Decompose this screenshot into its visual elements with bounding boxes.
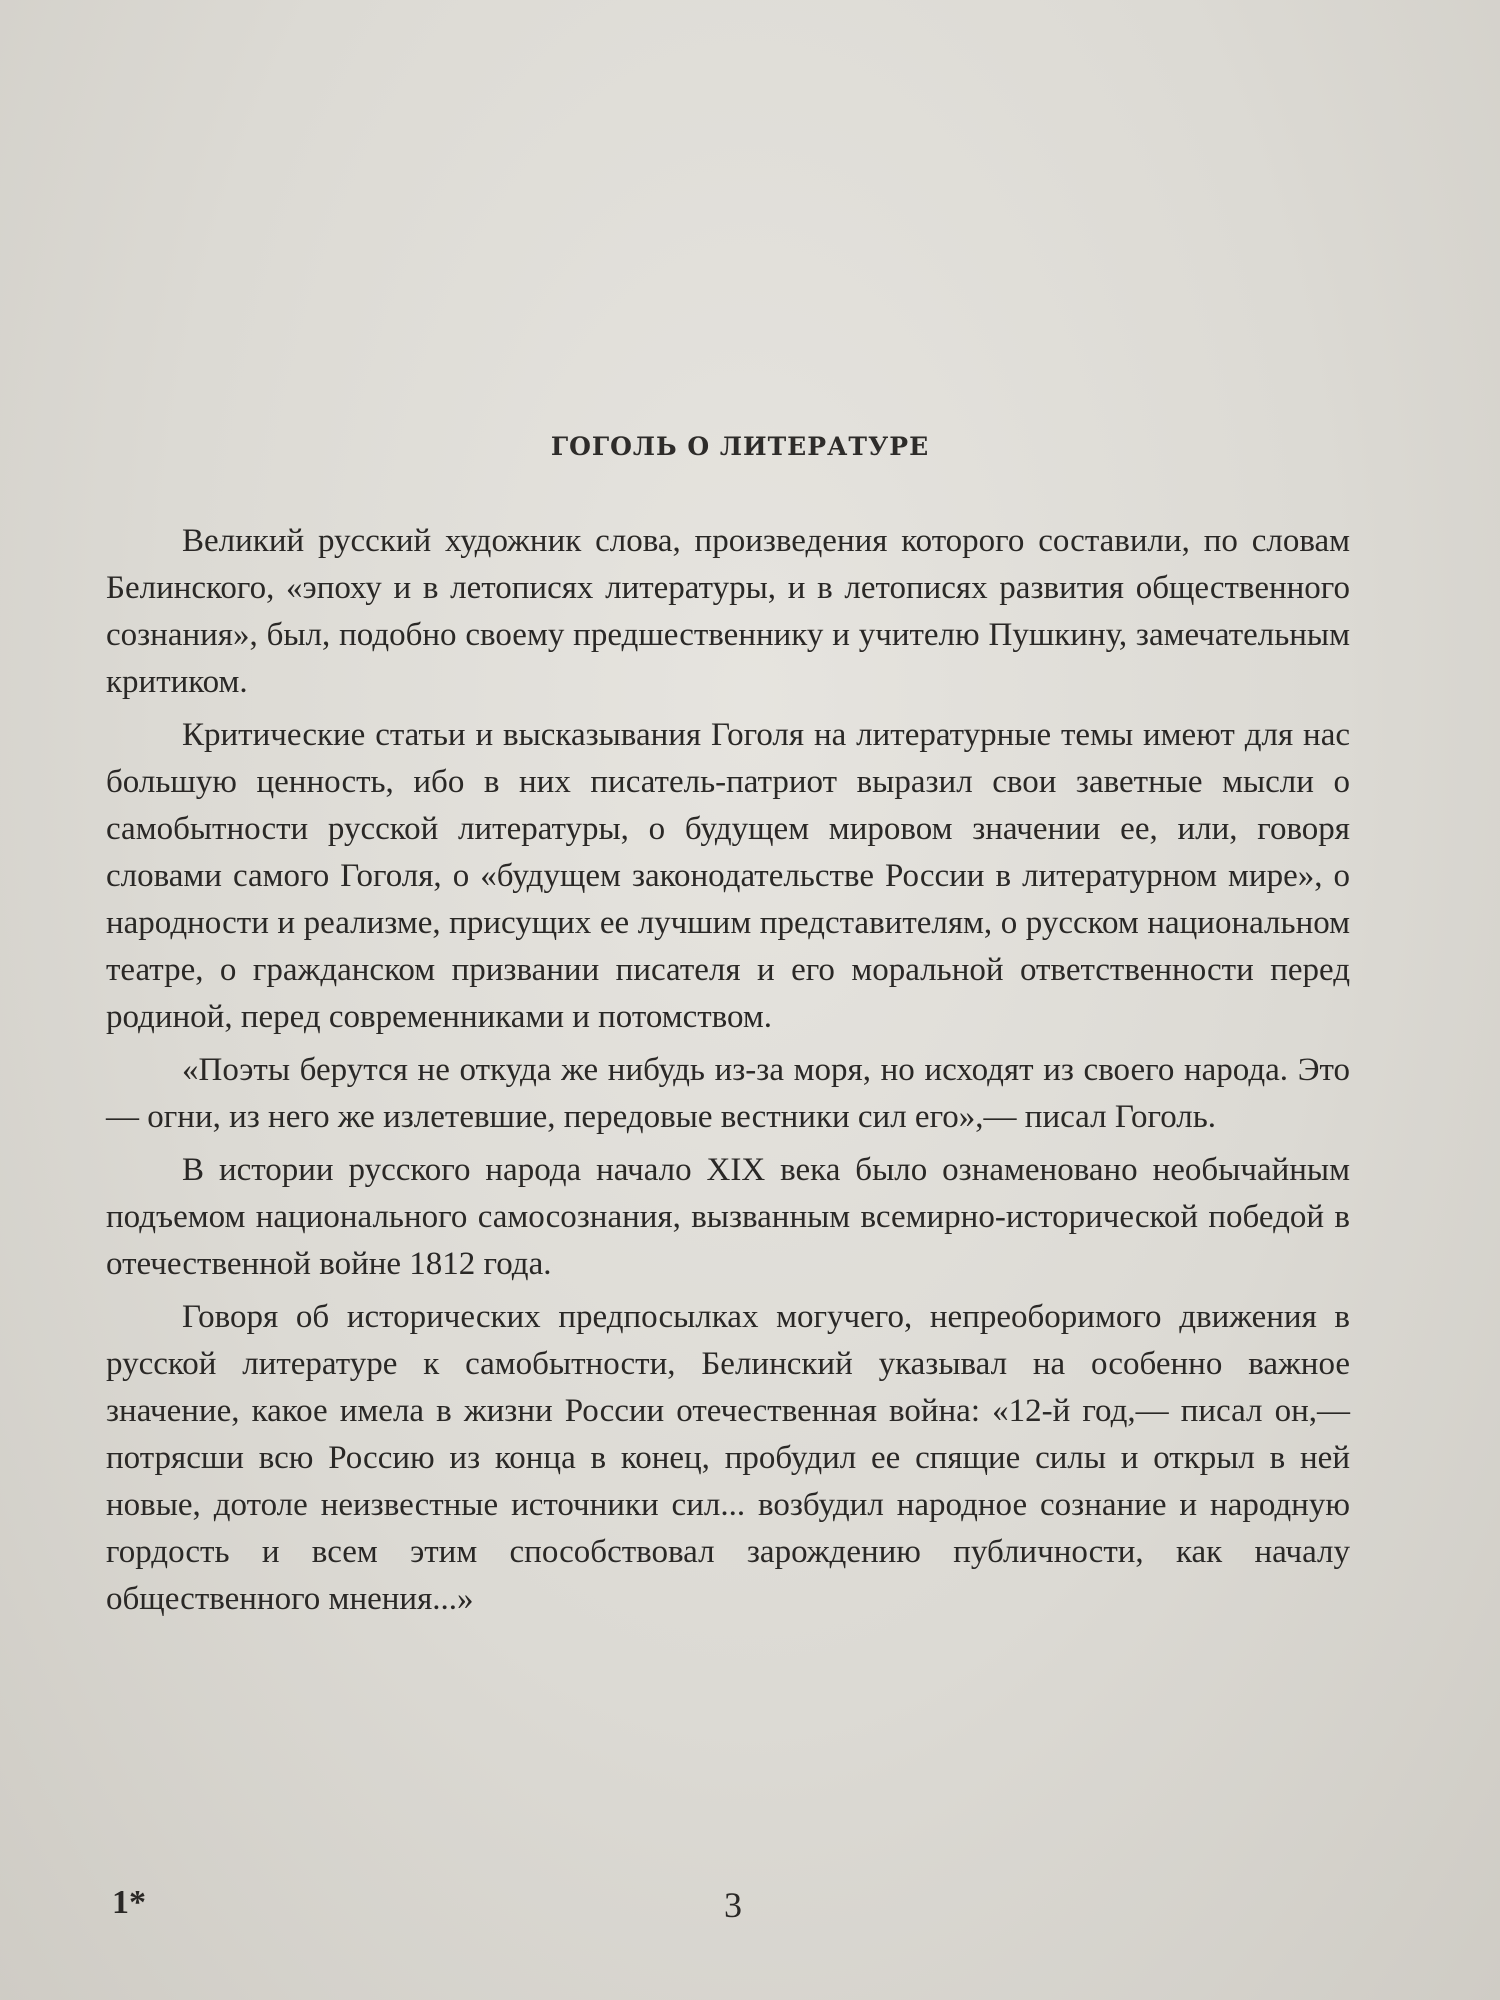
paragraph: «Поэты берутся не откуда же нибудь из-за моря, но исходят из своего народа. Это — огни, из него же излетевшие, передовые вестники сил его»,— писал Гоголь. xyxy=(106,1052,1350,1135)
paragraph: Великий русский художник слова, произведения которого составили, по словам Белинского, «эпоху и в летописях литературы, и в летописях развития общественного сознания», был, подобно своему предшественнику и учителю Пушкину, замечательным критиком. xyxy=(106,523,1350,700)
page-number: 3 xyxy=(724,1885,742,1925)
paragraph: В истории русского народа начало XIX века было ознаменовано необычайным подъемом национального самосознания, вызванным всемирно-исторической победой в отечественной войне 1812 года. xyxy=(106,1152,1350,1282)
body-text xyxy=(106,518,1350,1629)
page-title: ГОГОЛЬ О ЛИТЕРАТУРЕ xyxy=(550,432,930,461)
paragraph: Говоря об исторических предпосылках могучего, непреоборимого движения в русской литературе к самобытности, Белинский указывал на особенно важное значение, какое имела в жизни России отечественная война: «12-й год,— писал он,— потрясши всю Россию из конца в конец, пробудил ее спящие силы и открыл в ней новые, дотоле неизвестные источники сил... возбудил народное сознание и народную гордость и всем этим способствовал зарождению публичности, как началу общественного мнения...» xyxy=(106,1299,1350,1617)
paragraph: Критические статьи и высказывания Гоголя на литературные темы имеют для нас большую ценность, ибо в них писатель-патриот выразил свои заветные мысли о самобытности русской литературы, о будущем мировом значении ее, или, говоря словами самого Гоголя, о «будущем законодательстве России в литературном мире», о народности и реализме, присущих ее лучшим представителям, о русском национальном театре, о гражданском призвании писателя и его моральной ответственности перед родиной, перед современниками и потомством. xyxy=(106,717,1350,1035)
printer-signature-mark: 1* xyxy=(112,1884,146,1921)
